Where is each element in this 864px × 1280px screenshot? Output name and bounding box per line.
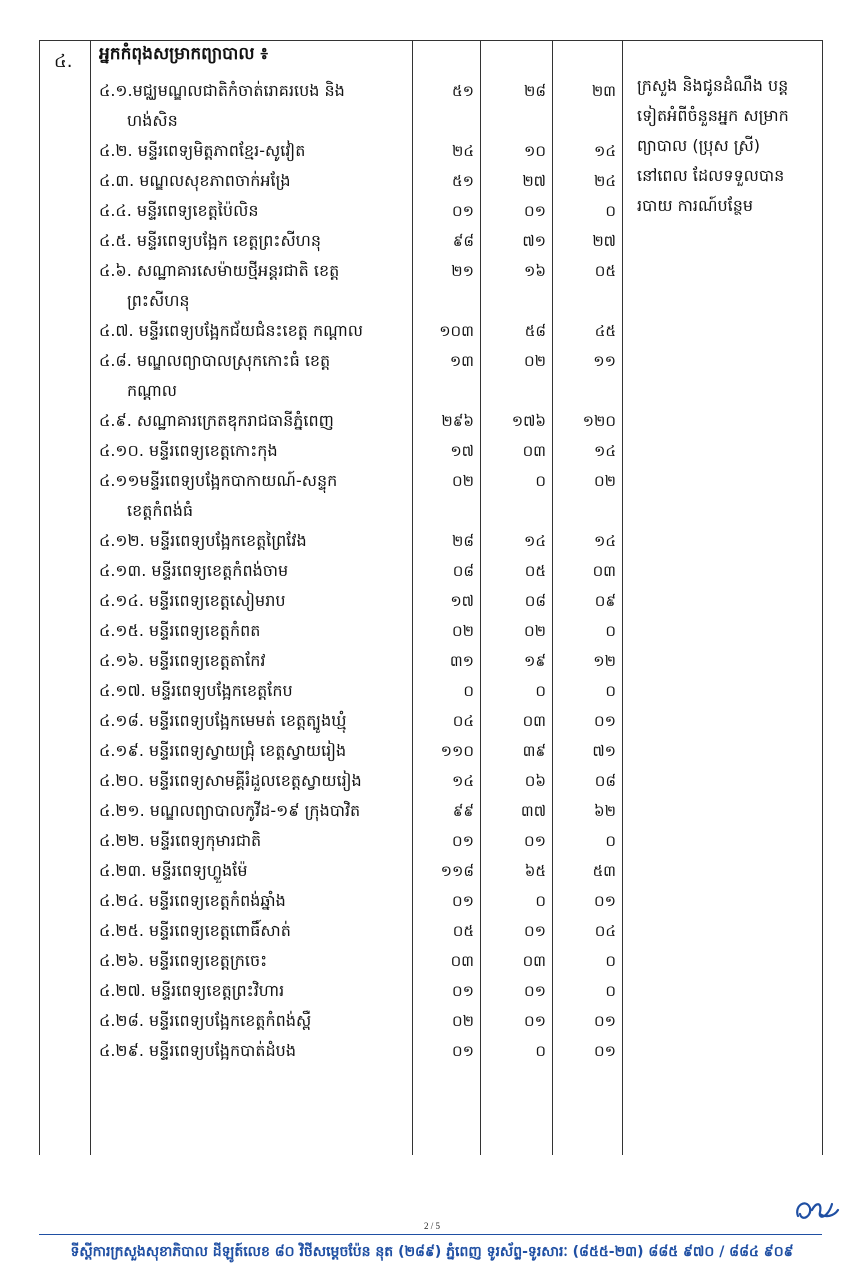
facility-name: ហង់សិន bbox=[127, 111, 178, 130]
total-count: ១១៨ bbox=[440, 862, 474, 880]
female-count: ០៤ bbox=[594, 922, 616, 940]
male-count: ០១ bbox=[524, 202, 546, 220]
table-row bbox=[91, 706, 412, 736]
total-count bbox=[413, 496, 480, 526]
total-count bbox=[413, 106, 480, 136]
male-count: ៧១ bbox=[522, 232, 546, 250]
facility-name: ៤.៩. សណ្ឋាគារក្រេតឌុករាជធានីភ្នំពេញ bbox=[99, 411, 334, 430]
section-title: អ្នកកំពុងសម្រាកព្យាបាល ៖ bbox=[91, 41, 413, 77]
facility-name: ៤.៨. មណ្ឌលព្យាបាលស្រុកកោះធំ ខេត្ត bbox=[99, 351, 331, 370]
female-count: ៥៣ bbox=[592, 862, 616, 880]
table-row bbox=[91, 946, 412, 976]
table-row bbox=[91, 466, 412, 496]
table-row bbox=[91, 346, 412, 376]
table-row bbox=[91, 826, 412, 856]
total-count: ១៤ bbox=[452, 772, 474, 790]
total-count: ០២ bbox=[452, 1012, 474, 1030]
male-count: ០៦ bbox=[524, 772, 546, 790]
female-count: ១២ bbox=[593, 652, 616, 670]
total-count bbox=[413, 376, 480, 406]
male-count: ០៥ bbox=[524, 562, 546, 580]
facility-name: ៤.១៤. មន្ទីរពេទ្យខេត្តសៀមរាប bbox=[99, 591, 286, 610]
male-column bbox=[481, 76, 553, 1155]
facility-name: ៤.៣. មណ្ឌលសុខភាពចាក់អង្រែ bbox=[99, 171, 291, 190]
table-row bbox=[91, 766, 412, 796]
female-count: ០២ bbox=[594, 472, 616, 490]
female-count: ០៥ bbox=[594, 262, 616, 280]
female-count bbox=[553, 106, 622, 136]
male-count: ៣៧ bbox=[520, 802, 546, 820]
male-count: ០៨ bbox=[524, 592, 546, 610]
female-count: ១៤ bbox=[594, 532, 616, 550]
table-row bbox=[91, 106, 412, 136]
total-count: ០១ bbox=[452, 982, 474, 1000]
table-row bbox=[91, 616, 412, 646]
male-count: ១៤ bbox=[524, 532, 546, 550]
total-count: ១០៣ bbox=[439, 322, 474, 340]
female-count: ៧១ bbox=[592, 742, 616, 760]
male-count: ០៣ bbox=[522, 712, 546, 730]
table-row bbox=[91, 256, 412, 286]
total-count: ០១ bbox=[452, 832, 474, 850]
table-row bbox=[91, 226, 412, 256]
section-number: ៤. bbox=[40, 41, 91, 77]
facility-name: ៤.១៩. មន្ទីរពេទ្យស្វាយជ្រុំ ខេត្តស្វាយរៀង bbox=[99, 741, 347, 760]
total-count: ០៤ bbox=[452, 712, 474, 730]
male-count: ០២ bbox=[524, 352, 546, 370]
total-count: ៣១ bbox=[449, 652, 474, 670]
facility-name: ៤.២០. មន្ទីរពេទ្យសាមគ្គីរំដួលខេត្តស្វាយរៀង bbox=[99, 771, 362, 790]
female-count: ២៧ bbox=[592, 232, 616, 250]
table-row bbox=[91, 286, 412, 316]
facility-name: ៤.២៥. មន្ទីរពេទ្យខេត្តពោធិ៍សាត់ bbox=[99, 921, 291, 940]
female-count: ០១ bbox=[594, 712, 616, 730]
facility-name: ៤.៤. មន្ទីរពេទ្យខេត្តប៉ៃលិន bbox=[99, 201, 259, 220]
male-count: ០ bbox=[535, 1042, 546, 1060]
table-row bbox=[91, 556, 412, 586]
male-count: ០១ bbox=[524, 832, 546, 850]
total-count: ០១ bbox=[452, 892, 474, 910]
male-count: ០ bbox=[535, 892, 546, 910]
female-count: ០៨ bbox=[594, 772, 616, 790]
female-count: ០ bbox=[605, 832, 616, 850]
facility-name: ៤.២៣. មន្ទីរពេទ្យហ្លួងម៉ែ bbox=[99, 861, 248, 880]
female-count bbox=[553, 376, 622, 406]
female-count bbox=[553, 286, 622, 316]
facility-name: ៤.១១មន្ទីរពេទ្យបង្អែកបាកាយណ៍-សន្ទុក bbox=[99, 471, 338, 490]
total-count: ០ bbox=[463, 682, 474, 700]
facility-name: ៤.២៨. មន្ទីរពេទ្យបង្អែកខេត្តកំពង់ស្ពឺ bbox=[99, 1011, 312, 1030]
facility-name: ៤.១៨. មន្ទីរពេទ្យបង្អែកមេមត់ ខេត្តត្បូងឃ្មុំ bbox=[99, 711, 347, 730]
female-count: ១១ bbox=[593, 352, 616, 370]
male-count: ០ bbox=[535, 682, 546, 700]
female-count: ០១ bbox=[594, 1042, 616, 1060]
total-count: ១៧ bbox=[450, 592, 474, 610]
table-row bbox=[91, 796, 412, 826]
data-table bbox=[39, 40, 823, 1155]
table-row bbox=[91, 526, 412, 556]
facility-name: ព្រះសីហនុ bbox=[127, 291, 190, 310]
facility-name: ៤.២. មន្ទីរពេទ្យមិត្តភាពខ្មែរ-សូវៀត bbox=[99, 141, 306, 160]
male-count: ៣៩ bbox=[522, 742, 546, 760]
facility-name: ៤.២៦. មន្ទីរពេទ្យខេត្តក្រចេះ bbox=[99, 951, 268, 970]
table-row bbox=[91, 916, 412, 946]
footer-address: ទីស្តីការក្រសួងសុខាភិបាល ដីឡូត៍លេខ ៨០ វិថីសម្តេចប៉ែន នុត (២៨៩) ភ្នំពេញ ទូរស័ព្ទ-ទូរសារៈ (៨៥៥-២៣) ៨៨៥ ៩៧០ / ៨៨៤ ៩០៩ bbox=[70, 1244, 794, 1260]
male-count: ០២ bbox=[524, 622, 546, 640]
total-count: ២១ bbox=[451, 262, 474, 280]
female-count: ០១ bbox=[594, 892, 616, 910]
male-count: ២៨ bbox=[524, 82, 546, 100]
table-row bbox=[91, 646, 412, 676]
total-count: ០៥ bbox=[452, 922, 474, 940]
table-row bbox=[91, 76, 412, 106]
table-row bbox=[91, 496, 412, 526]
female-count: ៤៥ bbox=[594, 322, 616, 340]
table-row bbox=[91, 136, 412, 166]
total-count: ៩៨ bbox=[452, 232, 474, 250]
table-row bbox=[91, 406, 412, 436]
table-row bbox=[91, 1006, 412, 1036]
facility-name: ៤.២២. មន្ទីរពេទ្យកុមារជាតិ bbox=[99, 831, 262, 850]
facility-name: ៤.២៤. មន្ទីរពេទ្យខេត្តកំពង់ឆ្នាំង bbox=[99, 891, 286, 910]
table-row bbox=[91, 586, 412, 616]
total-count: ០២ bbox=[452, 472, 474, 490]
facility-name: ៤.២៩. មន្ទីរពេទ្យបង្អែកបាត់ដំបង bbox=[99, 1041, 296, 1060]
section-header-row bbox=[40, 41, 823, 77]
table-row bbox=[91, 196, 412, 226]
total-count: ០៣ bbox=[450, 952, 474, 970]
table-row bbox=[91, 316, 412, 346]
total-count: ២៩៦ bbox=[441, 412, 474, 430]
male-count bbox=[481, 376, 552, 406]
table-row bbox=[91, 166, 412, 196]
total-count: ០១ bbox=[452, 202, 474, 220]
total-count: ៥១ bbox=[452, 82, 474, 100]
facility-name: ៤.១៥. មន្ទីរពេទ្យខេត្តកំពត bbox=[99, 621, 261, 640]
facility-name: ៤.៧. មន្ទីរពេទ្យបង្អែកជ័យជំនះខេត្ត កណ្ដាល bbox=[99, 321, 364, 340]
female-count: ២៣ bbox=[591, 82, 616, 100]
female-count: ០ bbox=[605, 952, 616, 970]
male-count: ៦៥ bbox=[524, 862, 546, 880]
female-count: ២៤ bbox=[594, 172, 616, 190]
facility-name: ៤.២១. មណ្ឌលព្យាបាលកូវីដ-១៩ ក្រុងបាវិត bbox=[99, 801, 361, 820]
female-count: ១៤ bbox=[594, 442, 616, 460]
facility-name: ៤.១៦. មន្ទីរពេទ្យខេត្តតាកែវ bbox=[99, 651, 266, 670]
table-row bbox=[91, 436, 412, 466]
female-column bbox=[553, 76, 623, 1155]
male-count: ១០ bbox=[524, 142, 546, 160]
total-count bbox=[413, 286, 480, 316]
page-number: 2 / 5 bbox=[423, 1221, 440, 1231]
female-count: ៦២ bbox=[594, 802, 616, 820]
facility-name: ៤.១០. មន្ទីរពេទ្យខេត្តកោះកុង bbox=[99, 441, 278, 460]
male-count: ៥៨ bbox=[524, 322, 546, 340]
total-count: ១១០ bbox=[440, 742, 474, 760]
female-count: ០ bbox=[605, 982, 616, 1000]
facility-name: ៤.១.មជ្ឈមណ្ឌលជាតិកំចាត់រោគរបេង និង bbox=[99, 81, 345, 100]
male-count: ០១ bbox=[524, 982, 546, 1000]
facility-name: ៤.១៧. មន្ទីរពេទ្យបង្អែកខេត្តកែប bbox=[99, 681, 293, 700]
total-count: ៥១ bbox=[452, 172, 474, 190]
female-count: ០៩ bbox=[594, 592, 616, 610]
total-count: ៩៩ bbox=[452, 802, 474, 820]
table-row bbox=[91, 1036, 412, 1066]
female-count: ០ bbox=[605, 622, 616, 640]
male-count bbox=[481, 106, 552, 136]
female-count: ០ bbox=[605, 202, 616, 220]
total-count: ១៧ bbox=[450, 442, 474, 460]
female-count bbox=[553, 496, 622, 526]
male-count: ១៧៦ bbox=[511, 412, 546, 430]
male-count: ០១ bbox=[524, 1012, 546, 1030]
male-count: ០ bbox=[535, 472, 546, 490]
male-count: ០៣ bbox=[522, 442, 546, 460]
total-count: ០៨ bbox=[452, 562, 474, 580]
male-count: ០៣ bbox=[522, 952, 546, 970]
facility-name: កណ្ដាល bbox=[127, 381, 177, 400]
table-row bbox=[91, 376, 412, 406]
facility-name: ៤.១២. មន្ទីរពេទ្យបង្អែកខេត្តព្រៃវែង bbox=[99, 531, 307, 550]
facility-name: ៤.២៧. មន្ទីរពេទ្យខេត្តព្រះវិហារ bbox=[99, 981, 285, 1000]
table-row bbox=[91, 886, 412, 916]
facility-name: ៤.៦. សណ្ឋាគារសេម៉ាយថ្មីអន្តរជាតិ ខេត្ត bbox=[99, 261, 340, 280]
female-count: ១៤ bbox=[594, 142, 616, 160]
male-count: ២៧ bbox=[522, 172, 546, 190]
table-row bbox=[91, 676, 412, 706]
male-count: ១៩ bbox=[524, 652, 546, 670]
facility-names-column bbox=[91, 76, 413, 1155]
male-count: ១៦ bbox=[524, 262, 546, 280]
female-count: ០៣ bbox=[592, 562, 616, 580]
female-count: ០ bbox=[605, 682, 616, 700]
note-text: ក្រសួង និងជូនដំណឹង បន្តទៀតអំពីចំនួនអ្នក សម្រាកព្យាបាល (ប្រុស ស្រី) នៅពេល ដែលទទួលបានរបាយ ការណ៍បន្ថែម bbox=[623, 41, 823, 1156]
table-row bbox=[91, 736, 412, 766]
male-count bbox=[481, 496, 552, 526]
total-count: ០១ bbox=[452, 1042, 474, 1060]
total-count: ២៨ bbox=[452, 532, 474, 550]
total-count: ០២ bbox=[452, 622, 474, 640]
facility-name: ៤.១៣. មន្ទីរពេទ្យខេត្តកំពង់ចាម bbox=[99, 561, 289, 580]
female-count: ០១ bbox=[594, 1012, 616, 1030]
total-column bbox=[413, 76, 481, 1155]
male-count bbox=[481, 286, 552, 316]
facility-name: ៤.៥. មន្ទីរពេទ្យបង្អែក ខេត្តព្រះសីហនុ bbox=[99, 231, 322, 250]
female-count: ១២០ bbox=[582, 412, 616, 430]
total-count: ២៤ bbox=[452, 142, 474, 160]
male-count: ០១ bbox=[524, 922, 546, 940]
table-row bbox=[91, 976, 412, 1006]
footer-divider bbox=[39, 1234, 822, 1235]
table-row bbox=[91, 856, 412, 886]
total-count: ១៣ bbox=[449, 352, 474, 370]
facility-name: ខេត្តកំពង់ធំ bbox=[127, 501, 194, 520]
